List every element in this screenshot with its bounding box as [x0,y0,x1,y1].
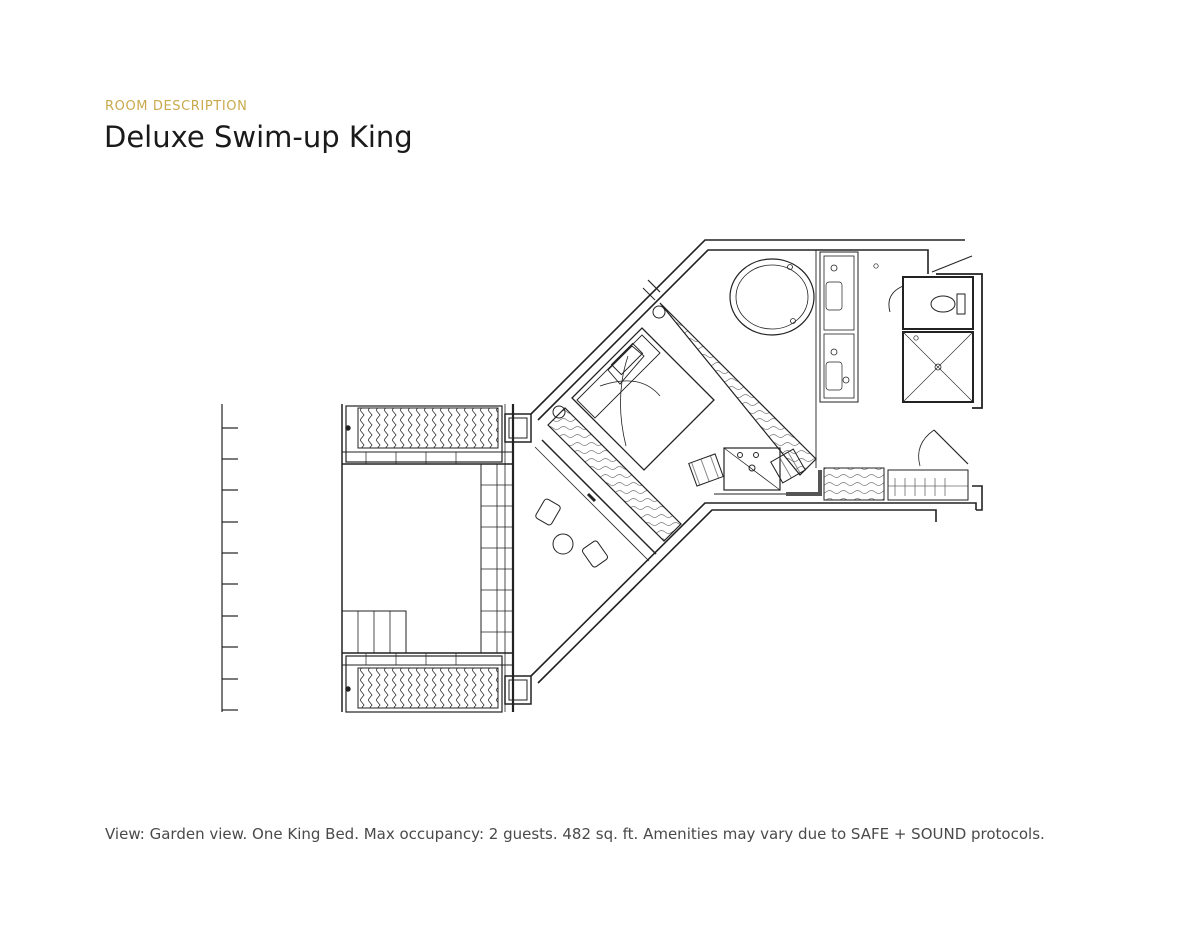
bathroom [730,250,973,500]
room-title: Deluxe Swim-up King [104,120,413,154]
scale-ruler [222,404,238,712]
section-eyebrow: ROOM DESCRIPTION [105,99,248,114]
bedroom [548,303,884,541]
pool-deck [342,404,531,712]
room-description: View: Garden view. One King Bed. Max occupancy: 2 guests. 482 sq. ft. Amenities may vary due to SAFE + SOUND protocols. [105,825,1045,843]
